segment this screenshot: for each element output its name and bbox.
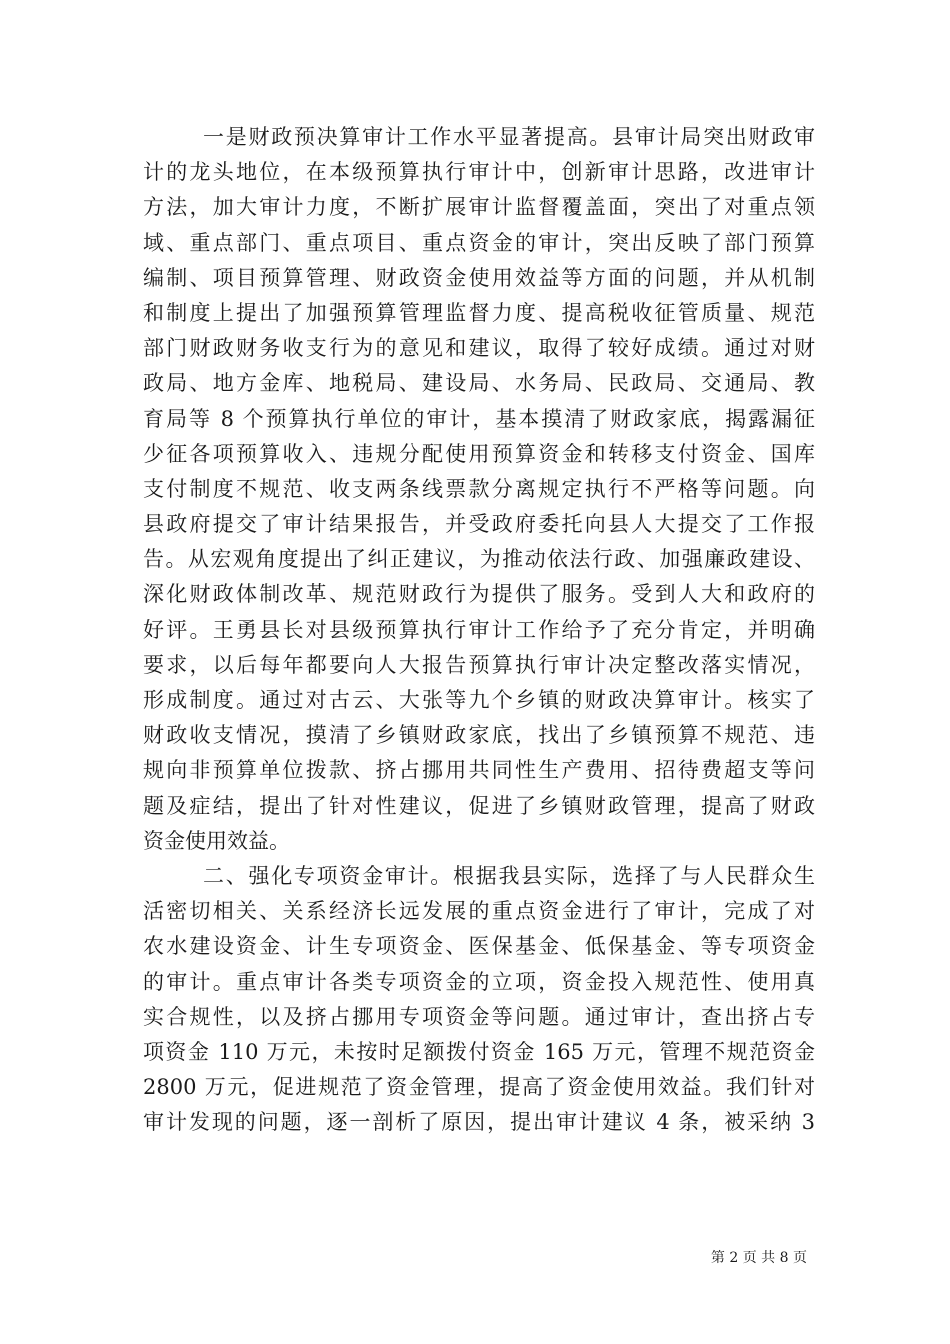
text-line: 题及症结，提出了针对性建议，促进了乡镇财政管理，提高了财政 <box>143 793 815 818</box>
text-line: 活密切相关、关系经济长远发展的重点资金进行了审计，完成了对 <box>143 899 815 924</box>
text-line: 资金使用效益。 <box>143 828 290 853</box>
text-line: 项资金 110 万元，未按时足额拨付资金 165 万元，管理不规范资金 <box>143 1039 815 1064</box>
text-line: 方法，加大审计力度，不断扩展审计监督覆盖面，突出了对重点领 <box>143 195 815 220</box>
text-line: 实合规性，以及挤占挪用专项资金等问题。通过审计，查出挤占专 <box>143 1004 815 1029</box>
text-line: 域、重点部门、重点项目、重点资金的审计，突出反映了部门预算 <box>143 230 815 255</box>
text-line: 一是财政预决算审计工作水平显著提高。县审计局突出财政审 <box>203 125 815 149</box>
page-number-footer: 第 2 页 共 8 页 <box>710 1250 807 1266</box>
text-line: 要求，以后每年都要向人大报告预算执行审计决定整改落实情况， <box>143 652 815 677</box>
text-line: 财政收支情况，摸清了乡镇财政家底，找出了乡镇预算不规范、违 <box>143 723 815 748</box>
text-line: 少征各项预算收入、违规分配使用预算资金和转移支付资金、国库 <box>143 441 815 466</box>
text-line: 的审计。重点审计各类专项资金的立项，资金投入规范性、使用真 <box>143 969 815 994</box>
text-line: 2800 万元，促进规范了资金管理，提高了资金使用效益。我们针对 <box>143 1075 815 1100</box>
text-line: 深化财政体制改革、规范财政行为提供了服务。受到人大和政府的 <box>143 582 815 607</box>
text-line: 部门财政财务收支行为的意见和建议，取得了较好成绩。通过对财 <box>143 336 815 361</box>
text-line: 编制、项目预算管理、财政资金使用效益等方面的问题，并从机制 <box>143 265 815 290</box>
text-line: 计的龙头地位，在本级预算执行审计中，创新审计思路，改进审计 <box>143 160 815 185</box>
document-body <box>143 120 815 1140</box>
text-line: 政局、地方金库、地税局、建设局、水务局、民政局、交通局、教 <box>143 371 815 396</box>
text-line: 规向非预算单位拨款、挤占挪用共同性生产费用、招待费超支等问 <box>143 758 815 783</box>
text-line: 告。从宏观角度提出了纠正建议，为推动依法行政、加强廉政建设、 <box>143 547 815 572</box>
text-line: 支付制度不规范、收支两条线票款分离规定执行不严格等问题。向 <box>143 476 815 501</box>
text-line: 育局等 8 个预算执行单位的审计，基本摸清了财政家底，揭露漏征 <box>143 406 815 431</box>
paragraph-1 <box>143 120 815 859</box>
text-line: 好评。王勇县长对县级预算执行审计工作给予了充分肯定，并明确 <box>143 617 815 642</box>
text-line: 形成制度。通过对古云、大张等九个乡镇的财政决算审计。核实了 <box>143 688 815 712</box>
text-line: 农水建设资金、计生专项资金、医保基金、低保基金、等专项资金 <box>143 934 815 959</box>
text-line: 县政府提交了审计结果报告，并受政府委托向县人大提交了工作报 <box>143 512 815 537</box>
text-line: 审计发现的问题，逐一剖析了原因，提出审计建议 4 条，被采纳 3 <box>143 1110 815 1135</box>
paragraph-2 <box>143 859 815 1141</box>
text-line: 二、强化专项资金审计。根据我县实际，选择了与人民群众生 <box>203 863 815 888</box>
text-line: 和制度上提出了加强预算管理监督力度、提高税收征管质量、规范 <box>143 300 815 325</box>
